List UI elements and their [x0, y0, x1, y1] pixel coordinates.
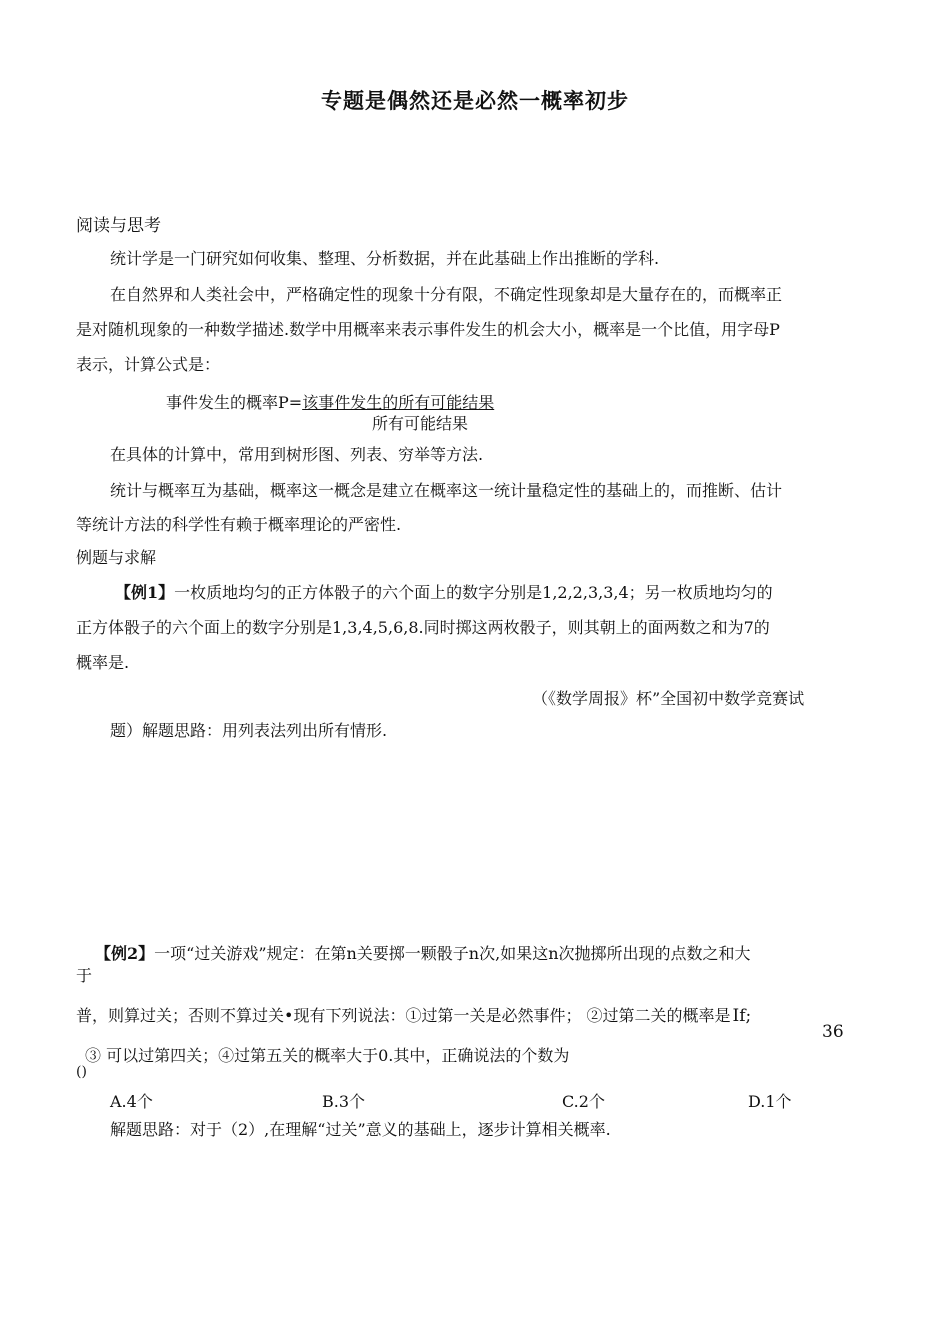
paragraph-probability-line1: 在自然界和人类社会中，严格确定性的现象十分有限，不确定性现象却是大量存在的，而概率正: [110, 285, 783, 304]
example1-label: 【例1】: [115, 583, 175, 602]
paragraph-probability-line2: 是对随机现象的一种数学描述.数学中用概率来表示事件发生的机会大小，概率是一个比值，用字母P: [76, 320, 780, 339]
formula-numerator: 该事件发生的所有可能结果: [302, 393, 495, 412]
example2-line3: ③ 可以过第四关；④过第五关的概率大于0.其中，正确说法的个数为: [85, 1046, 570, 1065]
section-heading-reading: 阅读与思考: [76, 216, 161, 236]
example1-line1: [115, 580, 773, 603]
formula-lead: 事件发生的概率P=: [166, 393, 303, 412]
example2-line2: [76, 1003, 751, 1026]
paragraph-probability-line3: 表示，计算公式是：: [76, 355, 221, 374]
paragraph-foundation-line1: 统计与概率互为基础，概率这一概念是建立在概率这一统计量稳定性的基础上的，而推断、估计: [110, 481, 783, 500]
answer-parentheses: (): [76, 1064, 87, 1080]
paragraph-methods: 在具体的计算中，常用到树形图、列表、穷举等方法.: [110, 445, 484, 464]
answer-choices: [0, 1089, 950, 1113]
section-heading-examples: 例题与求解: [76, 548, 157, 567]
paragraph-statistics-definition: 统计学是一门研究如何收集、整理、分析数据，并在此基础上作出推断的学科.: [110, 249, 660, 268]
choice-a: A.4个: [110, 1092, 153, 1111]
example1-hint: 题）解题思路：用列表法列出所有情形.: [110, 721, 388, 740]
page-title: 专题是偶然还是必然一概率初步: [321, 89, 629, 113]
example2-line1-wrap: 于: [76, 966, 93, 985]
example2-text-line1: 一项“过关游戏”规定：在第n关要掷一颗骰子n次,如果这n次抛掷所出现的点数之和大: [154, 944, 751, 963]
example2-line1: [95, 941, 751, 964]
example2-text-line2: 普，则算过关；否则不算过关•现有下列说法：①过第一关是必然事件； ②过第二关的概率是: [76, 1006, 731, 1025]
choice-c: C.2个: [562, 1092, 605, 1111]
paragraph-foundation-line2: 等统计方法的科学性有赖于概率理论的严密性.: [76, 515, 402, 534]
example1-source: （《数学周报》杯”全国初中数学竞赛试: [532, 689, 805, 708]
example1-text-line1: 一枚质地均匀的正方体骰子的六个面上的数字分别是1,2,2,3,3,4；另一枚质地均匀的: [174, 583, 773, 602]
choice-b: B.3个: [322, 1092, 366, 1111]
choice-d: D.1个: [748, 1092, 792, 1111]
example2-hint: 解题思路：对于（2）,在理解“过关”意义的基础上，逐步计算相关概率.: [110, 1120, 611, 1139]
example1-line3: 概率是.: [76, 653, 130, 672]
example2-fraction-denominator: 36: [822, 1022, 844, 1042]
example1-line2: 正方体骰子的六个面上的数字分别是1,3,4,5,6,8.同时掷这两枚骰子，则其朝上的面两数之和为7的: [76, 618, 770, 637]
example2-fraction-numerator: If;: [732, 1006, 752, 1026]
probability-formula: [166, 390, 494, 413]
formula-denominator: 所有可能结果: [372, 414, 469, 433]
example2-label: 【例2】: [95, 944, 155, 963]
